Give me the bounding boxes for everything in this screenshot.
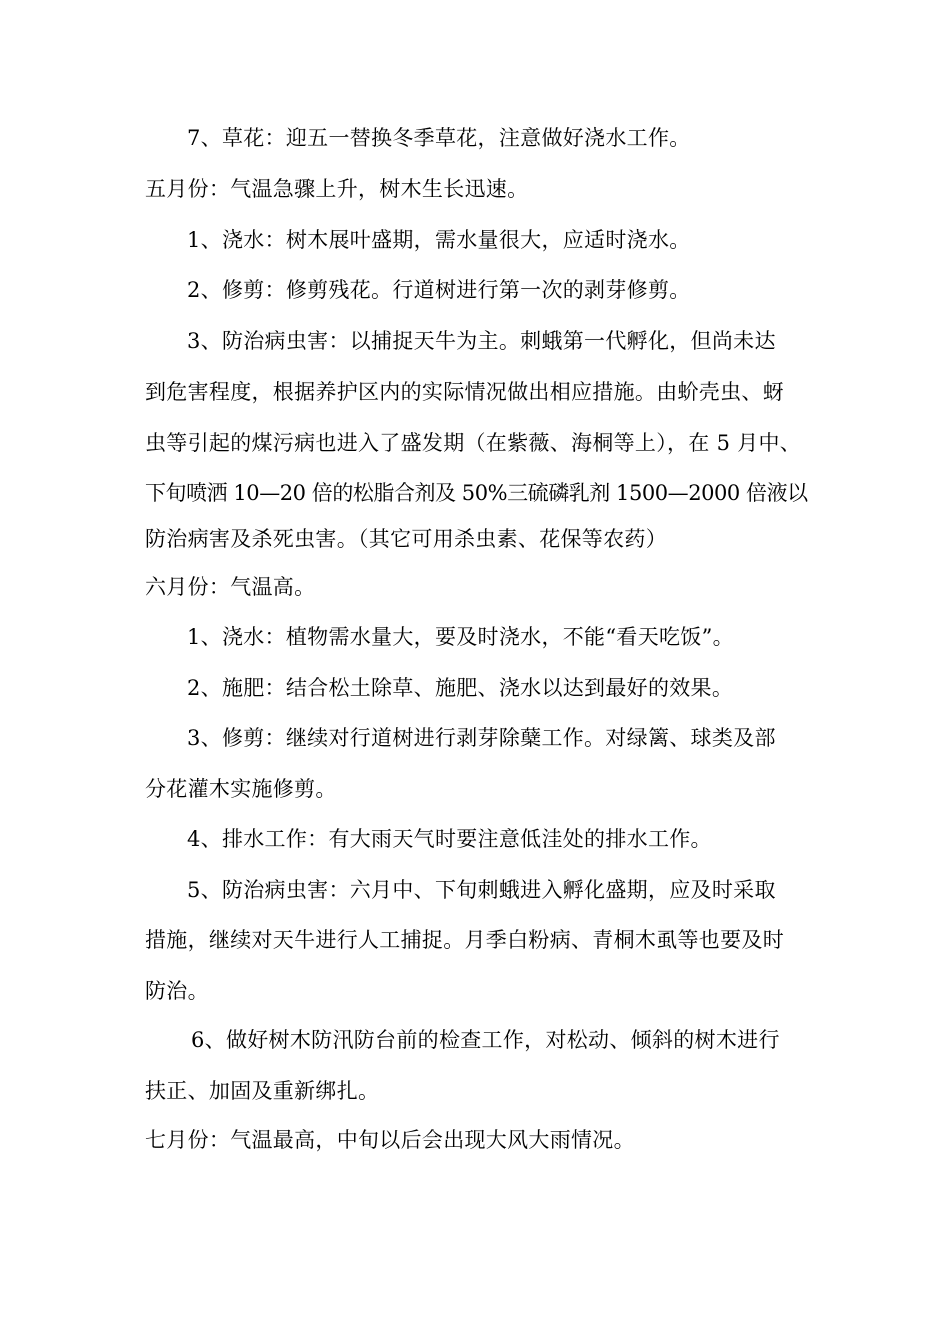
- text-line: 到危害程度，根据养护区内的实际情况做出相应措施。由蚧壳虫、蚜: [145, 380, 784, 404]
- text-line: 1、浇水：植物需水量大，要及时浇水，不能“看天吃饭”。: [187, 625, 734, 649]
- text-line: 扶正、加固及重新绑扎。: [145, 1079, 380, 1103]
- text-line: 分花灌木实施修剪。: [145, 777, 337, 801]
- text-line: 7、草花：迎五一替换冬季草花，注意做好浇水工作。: [187, 126, 691, 150]
- text-line: 3、修剪：继续对行道树进行剥芽除蘖工作。对绿篱、球类及部: [187, 726, 776, 750]
- text-line: 4、排水工作：有大雨天气时要注意低洼处的排水工作。: [187, 827, 712, 851]
- text-line: 3、防治病虫害：以捕捉天牛为主。刺蛾第一代孵化，但尚未达: [187, 329, 776, 353]
- text-line: 下旬喷洒 10—20 倍的松脂合剂及 50%三硫磷乳剂 1500—2000 倍液以: [145, 481, 808, 505]
- text-line: 措施，继续对天牛进行人工捕捉。月季白粉病、青桐木虱等也要及时: [145, 928, 784, 952]
- section-heading-july: 七月份：气温最高，中旬以后会出现大风大雨情况。: [145, 1128, 635, 1152]
- text-line: 2、修剪：修剪残花。行道树进行第一次的剥芽修剪。: [187, 278, 691, 302]
- text-line: 6、做好树木防汛防台前的检查工作，对松动、倾斜的树木进行: [191, 1028, 780, 1052]
- text-line: 虫等引起的煤污病也进入了盛发期（在紫薇、海桐等上），在 5 月中、: [145, 431, 802, 455]
- text-line: 防治病害及杀死虫害。（其它可用杀虫素、花保等农药）: [145, 527, 667, 551]
- text-line: 防治。: [145, 979, 209, 1003]
- section-heading-june: 六月份：气温高。: [145, 575, 316, 599]
- text-line: 5、防治病虫害：六月中、下旬刺蛾进入孵化盛期，应及时采取: [187, 878, 776, 902]
- text-line: 1、浇水：树木展叶盛期，需水量很大，应适时浇水。: [187, 228, 691, 252]
- section-heading-may: 五月份：气温急骤上升，树木生长迅速。: [145, 177, 529, 201]
- text-line: 2、施肥：结合松土除草、施肥、浇水以达到最好的效果。: [187, 676, 734, 700]
